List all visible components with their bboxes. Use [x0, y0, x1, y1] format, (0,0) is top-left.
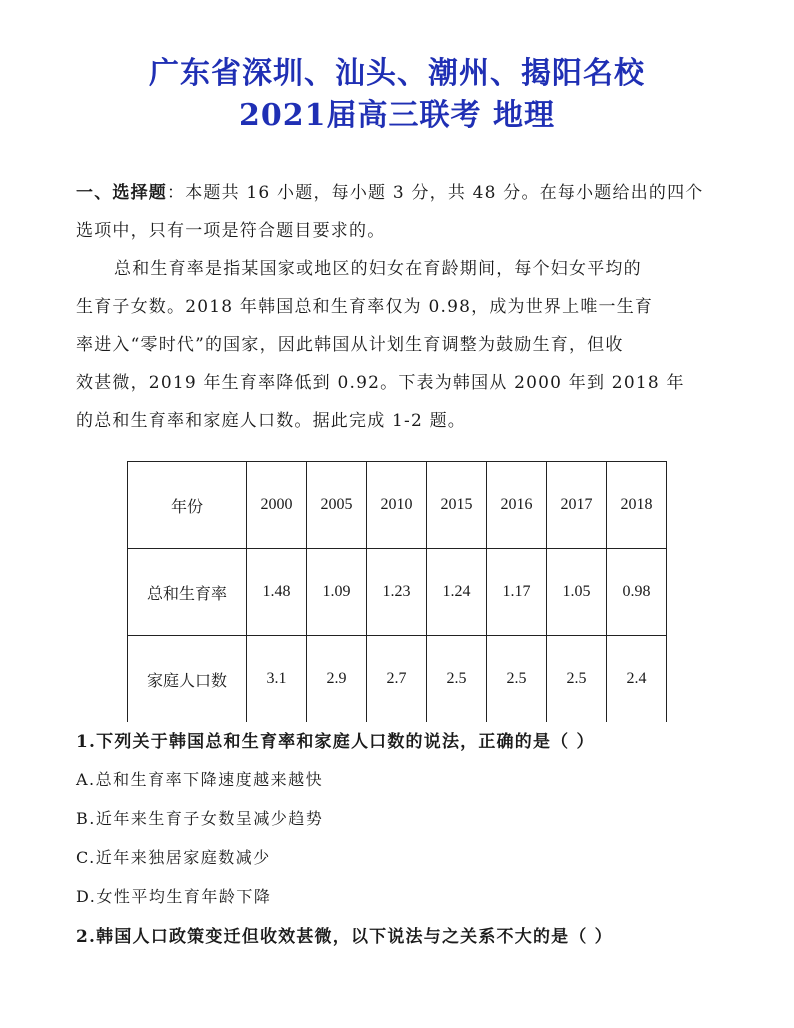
table-cell: 2.9	[307, 636, 367, 723]
year-cell: 2016	[487, 462, 547, 549]
table-header-row	[128, 462, 667, 549]
table-cell: 3.1	[247, 636, 307, 723]
intro-paragraph	[76, 250, 716, 440]
table-cell: 2.7	[367, 636, 427, 723]
question-1-option-a: A.总和生育率下降速度越来越快	[76, 770, 324, 789]
document-title-line-2: 2021届高三联考 地理	[239, 98, 555, 133]
section-instructions	[76, 174, 716, 250]
year-cell: 2017	[547, 462, 607, 549]
table-cell: 1.23	[367, 549, 427, 636]
intro-line: 生育子女数。2018 年韩国总和生育率仅为 0.98，成为世界上唯一生育	[76, 297, 654, 317]
intro-line: 总和生育率是指某国家或地区的妇女在育龄期间，每个妇女平均的	[114, 259, 642, 279]
section-label: 一、选择题	[76, 183, 167, 203]
table-cell: 1.24	[427, 549, 487, 636]
intro-line: 的总和生育率和家庭人口数。据此完成 1-2 题。	[76, 411, 466, 431]
table-cell: 2.5	[487, 636, 547, 723]
year-cell: 2005	[307, 462, 367, 549]
question-1-stem: 1.下列关于韩国总和生育率和家庭人口数的说法，正确的是（ ）	[76, 732, 595, 752]
row-label: 家庭人口数	[128, 636, 247, 723]
fertility-data-table	[127, 461, 667, 722]
table-cell: 1.05	[547, 549, 607, 636]
table-cell: 0.98	[607, 549, 667, 636]
question-1-option-c: C.近年来独居家庭数减少	[76, 848, 271, 867]
year-cell: 2010	[367, 462, 427, 549]
intro-line: 效甚微，2019 年生育率降低到 0.92。下表为韩国从 2000 年到 2018 年	[76, 373, 685, 393]
question-1-option-b: B.近年来生育子女数呈减少趋势	[76, 809, 324, 828]
table-row	[128, 636, 667, 723]
table-cell: 1.17	[487, 549, 547, 636]
year-cell: 2015	[427, 462, 487, 549]
section-text: ：本题共 16 小题，每小题 3 分，共 48 分。在每小题给出的四个选项中，只有一项是符合题目要求的。	[76, 183, 704, 241]
table-cell: 2.5	[547, 636, 607, 723]
table-cell: 1.48	[247, 549, 307, 636]
row-label: 总和生育率	[128, 549, 247, 636]
year-cell: 2018	[607, 462, 667, 549]
question-1-option-d: D.女性平均生育年龄下降	[76, 887, 272, 906]
table-cell: 2.4	[607, 636, 667, 723]
table-cell: 2.5	[427, 636, 487, 723]
table-cell: 1.09	[307, 549, 367, 636]
document-title-line-1: 广东省深圳、汕头、潮州、揭阳名校	[149, 56, 645, 91]
intro-line: 率进入“零时代”的国家，因此韩国从计划生育调整为鼓励生育，但收	[76, 335, 624, 355]
year-cell: 2000	[247, 462, 307, 549]
table-header-label: 年份	[128, 462, 247, 549]
question-2-stem: 2.韩国人口政策变迁但收效甚微，以下说法与之关系不大的是（ ）	[76, 927, 613, 947]
table-row	[128, 549, 667, 636]
